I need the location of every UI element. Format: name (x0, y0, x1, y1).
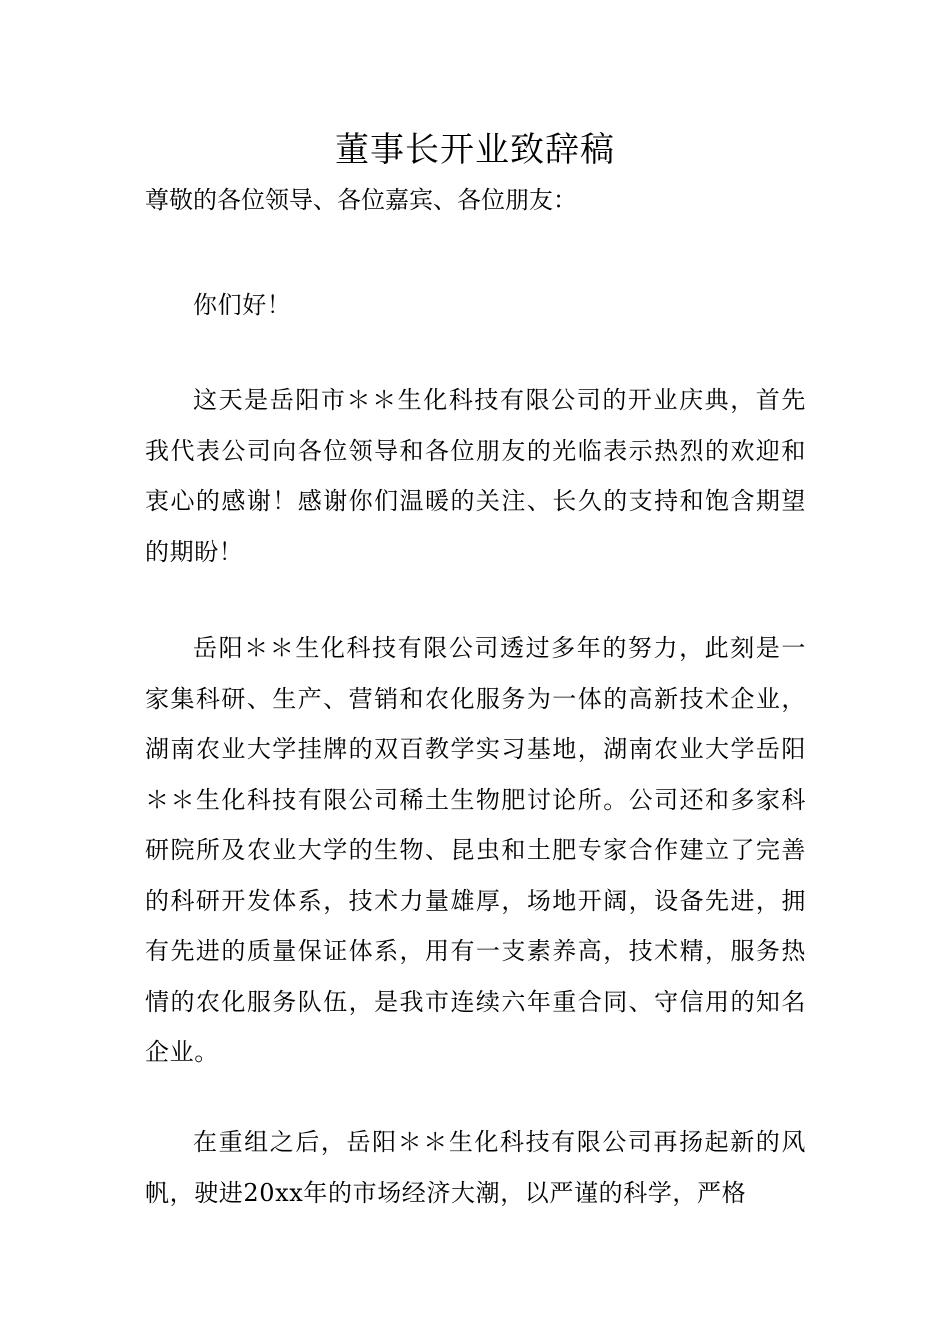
body-paragraph: 岳阳＊＊生化科技有限公司透过多年的努力，此刻是一家集科研、生产、营销和农化服务为一体的高新技术企业，湖南农业大学挂牌的双百教学实习基地，湖南农业大学岳阳＊＊生化科技有限公司稀土生物肥讨论所。公司还和多家科研院所及农业大学的生物、昆虫和土肥专家合作建立了完善的科研开发体系，技术力量雄厚，场地开阔，设备先进，拥有先进的质量保证体系，用有一支素养高，技术精，服务热情的农化服务队伍，是我市连续六年重合同、守信用的知名企业。 (145, 634, 806, 1066)
greeting-paragraph: 你们好！ (193, 291, 292, 319)
document-title: 董事长开业致辞稿 (335, 130, 615, 170)
body-paragraph: 在重组之后，岳阳＊＊生化科技有限公司再扬起新的风帆，驶进20xx年的市场经济大潮，以严谨的科学，严格 (145, 1128, 806, 1207)
body-paragraph: 这天是岳阳市＊＊生化科技有限公司的开业庆典，首先我代表公司向各位领导和各位朋友的光临表示热烈的欢迎和衷心的感谢！感谢你们温暖的关注、长久的支持和饱含期望的期盼！ (145, 386, 806, 566)
salutation: 尊敬的各位领导、各位嘉宾、各位朋友： (145, 186, 577, 214)
